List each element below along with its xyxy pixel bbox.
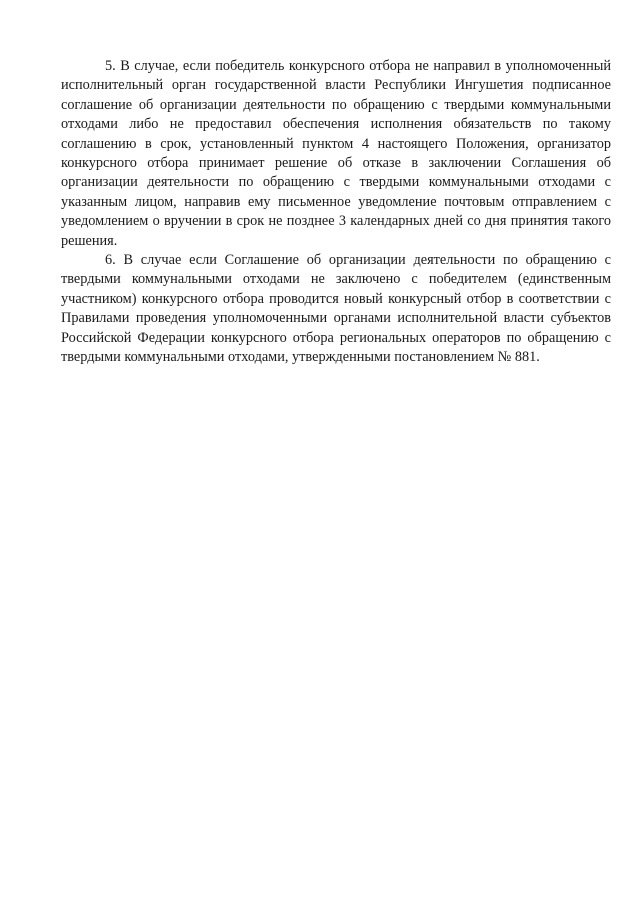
document-body [61, 57, 611, 368]
paragraph-6: 6. В случае если Соглашение об организации деятельности по обращению с твердыми коммунальными отходами не заключено с победителем (единственным участником) конкурсного отбора проводится новый конкурсный отбор в соответствии с Правилами проведения уполномоченными органами исполнительной власти субъектов Российской Федерации конкурсного отбора региональных операторов по обращению с твердыми коммунальными отходами, утвержденными постановлением № 881. [61, 252, 611, 366]
paragraph-5: 5. В случае, если победитель конкурсного отбора не направил в уполномоченный исполнительный орган государственной власти Республики Ингушетия подписанное соглашение об организации деятельности по обращению с твердыми коммунальными отходами либо не предоставил обеспечения исполнения обязательств по такому соглашению в срок, установленный пунктом 4 настоящего Положения, организатор конкурсного отбора принимает решение об отказе в заключении Соглашения об организации деятельности по обращению с твердыми коммунальными отходами с указанным лицом, направив ему письменное уведомление почтовым отправлением с уведомлением о вручении в срок не позднее 3 календарных дней со дня принятия такого решения. [61, 58, 611, 249]
